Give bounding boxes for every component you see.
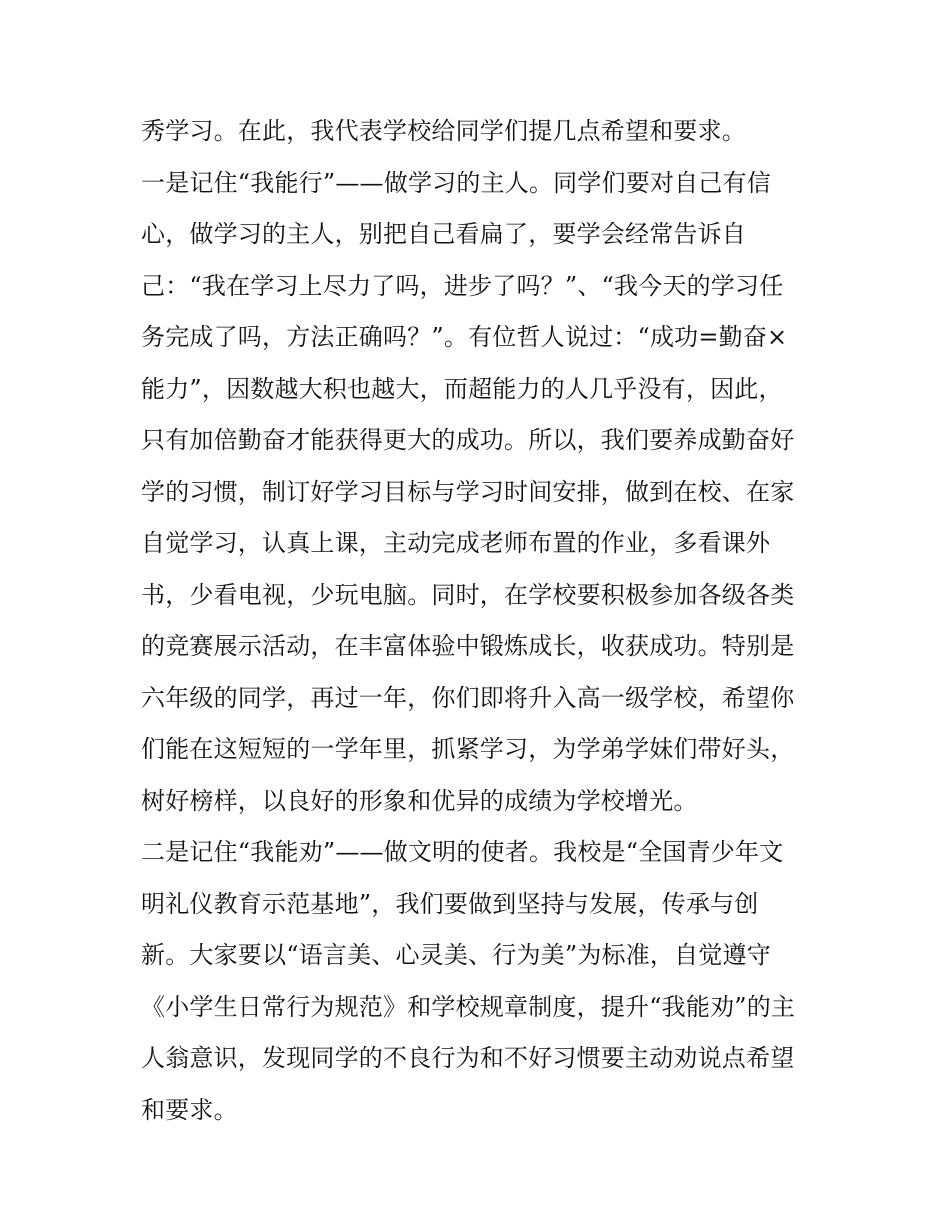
text-line-5: 务完成了吗，方法正确吗？”。有位哲人说过：“成功=勤奋×	[141, 323, 788, 351]
text-line-13: 们能在这短短的一学年里，抓紧学习，为学弟学妹们带好头，	[141, 735, 795, 763]
text-line-12: 六年级的同学，再过一年，你们即将升入高一级学校，希望你	[141, 683, 795, 712]
text-line-3: 心，做学习的主人，别把自己看扁了，要学会经常告诉自	[141, 220, 746, 248]
text-line-4: 己：“我在学习上尽力了吗，进步了吗？”、“我今天的学习任	[141, 271, 784, 300]
text-line-2: 一是记住“我能行”——做学习的主人。同学们要对自己有信	[141, 168, 771, 197]
text-line-6: 能力”，因数越大积也越大，而超能力的人几乎没有，因此，	[141, 374, 783, 403]
text-line-17: 新。大家要以“语言美、心灵美、行为美”为标准，自觉遵守	[141, 941, 771, 969]
text-line-15: 二是记住“我能劝”——做文明的使者。我校是“全国青少年文	[141, 838, 784, 866]
body-text	[141, 106, 831, 1136]
text-line-9: 自觉学习，认真上课，主动完成老师布置的作业，多看课外	[141, 529, 771, 557]
text-line-11: 的竞赛展示活动，在丰富体验中锻炼成长，收获成功。特别是	[141, 632, 795, 660]
text-line-7: 只有加倍勤奋才能获得更大的成功。所以，我们要养成勤奋好	[141, 426, 795, 454]
text-line-16: 明礼仪教育示范基地”，我们要做到坚持与发展，传承与创	[141, 889, 759, 918]
text-line-1: 秀学习。在此，我代表学校给同学们提几点希望和要求。	[141, 117, 746, 145]
text-line-8: 学的习惯，制订好学习目标与学习时间安排，做到在校、在家	[141, 477, 795, 506]
text-line-18: 《小学生日常行为规范》和学校规章制度，提升“我能劝”的主	[141, 992, 796, 1021]
text-line-19: 人翁意识，发现同学的不良行为和不好习惯要主动劝说点希望	[141, 1044, 795, 1072]
text-line-14: 树好榜样，以良好的形象和优异的成绩为学校增光。	[141, 786, 698, 815]
text-line-20: 和要求。	[141, 1095, 238, 1124]
text-line-10: 书，少看电视，少玩电脑。同时，在学校要积极参加各级各类	[141, 580, 795, 609]
